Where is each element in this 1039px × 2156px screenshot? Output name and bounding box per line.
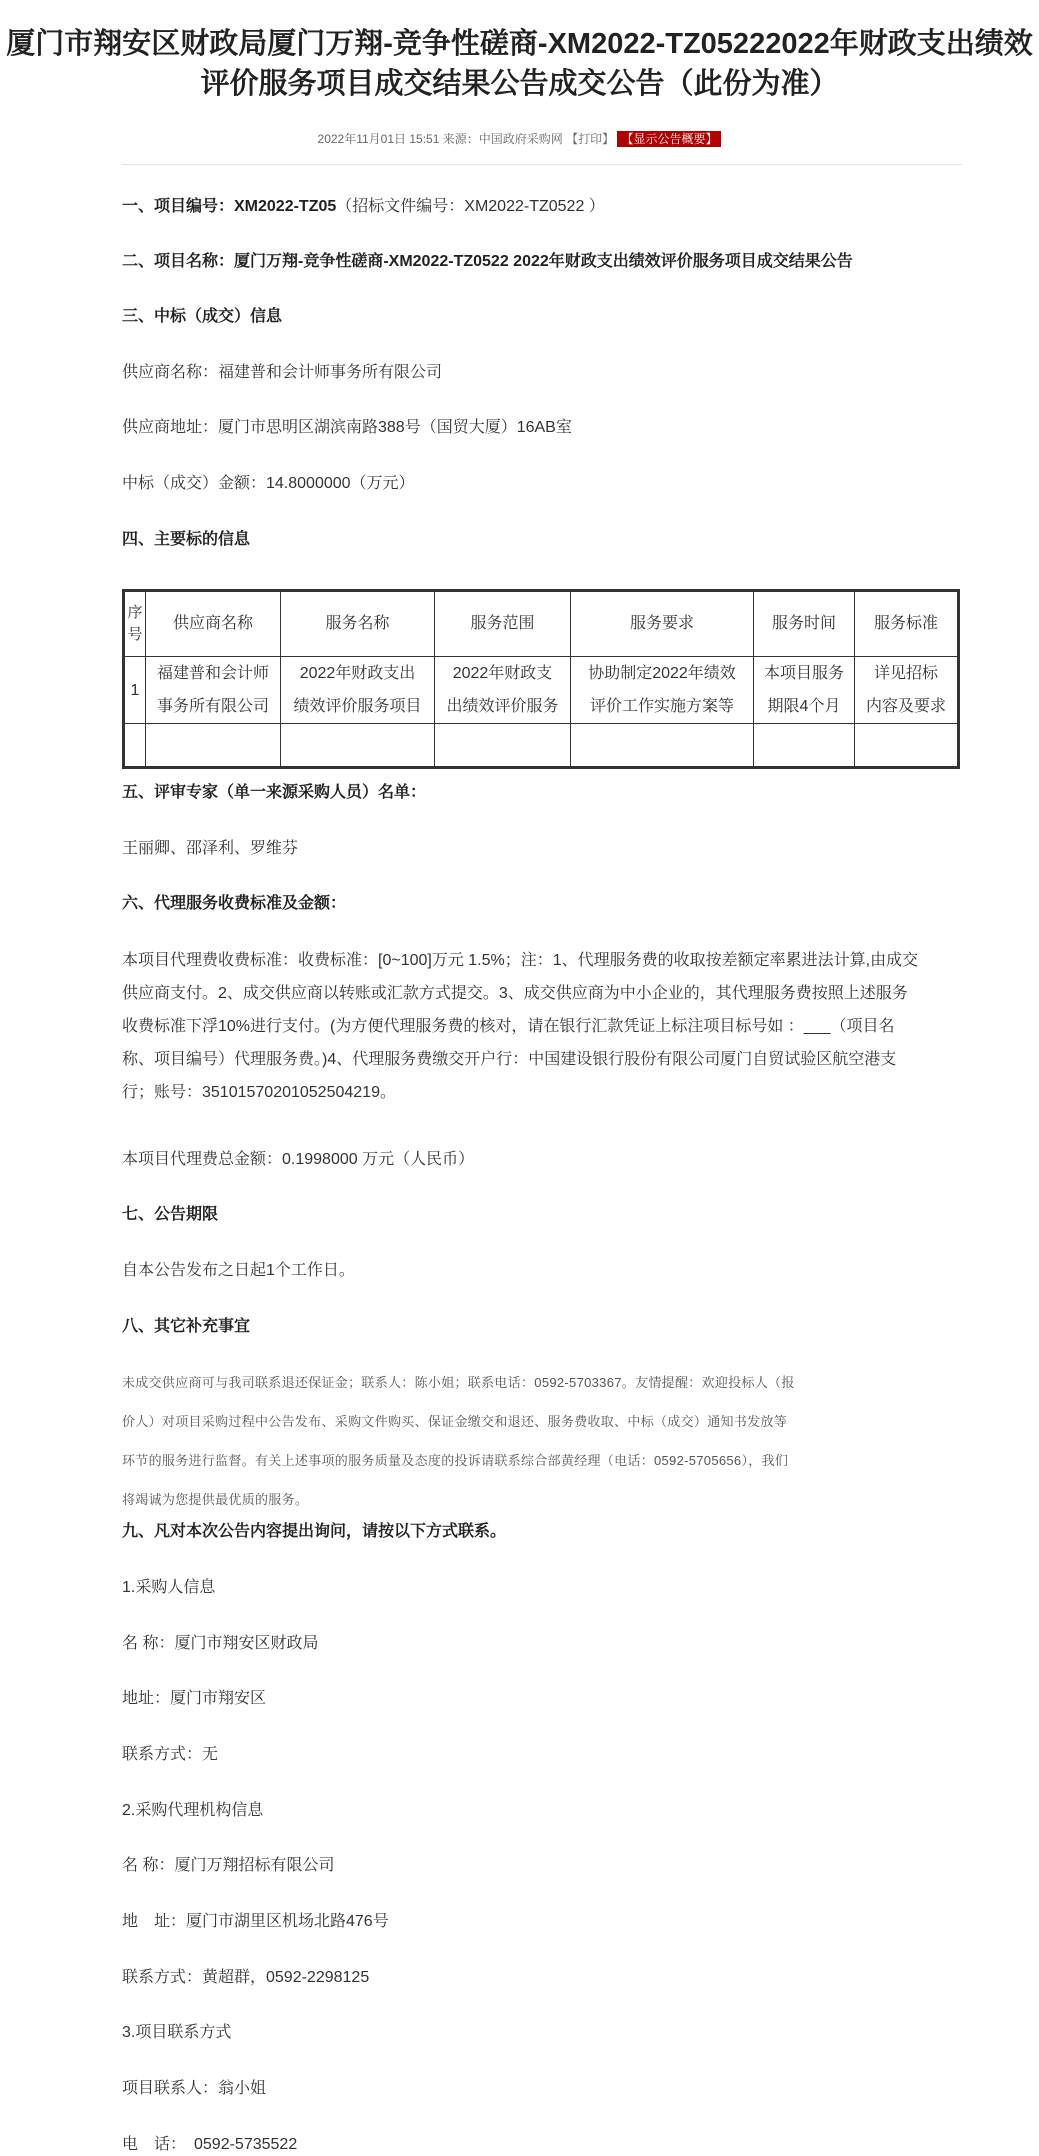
contact-2-name: 名 称：厦门万翔招标有限公司: [122, 1857, 335, 1874]
row-scope: 2022年财政支 出绩效评价服务: [435, 657, 571, 724]
contact-1-heading: 1.采购人信息: [122, 1579, 216, 1596]
section-2: 二、项目名称：厦门万翔-竞争性磋商-XM2022-TZ0522 2022年财政支出绩效评价服务项目成交结果公告: [122, 253, 853, 270]
section-1: [122, 196, 605, 218]
section-9: 九、凡对本次公告内容提出询问，请按以下方式联系。: [122, 1523, 507, 1540]
award-amount: 中标（成交）金额：14.8000000（万元）: [122, 475, 415, 492]
contact-1-name: 名 称：厦门市翔安区财政局: [122, 1635, 319, 1652]
section-1-label: 一、项目编号：XM2022-TZ05: [122, 198, 337, 215]
header-index: 序 号: [124, 591, 146, 657]
section-4: 四、主要标的信息: [122, 531, 251, 548]
section-5: 五、评审专家（单一来源采购人员）名单：: [122, 784, 427, 801]
header-requirement: 服务要求: [571, 591, 754, 657]
contact-3-heading: 3.项目联系方式: [122, 2024, 232, 2041]
header-supplier: 供应商名称: [146, 591, 281, 657]
contact-2-method: 联系方式：黄超群，0592-2298125: [122, 1969, 370, 1986]
contact-3-phone: 电 话： 0592-5735522: [122, 2136, 298, 2153]
row-supplier: 福建普和会计师 事务所有限公司: [146, 657, 281, 724]
contact-2-heading: 2.采购代理机构信息: [122, 1802, 264, 1819]
supplier-address: 供应商地址：厦门市思明区湖滨南路388号（国贸大厦）16AB室: [122, 419, 572, 436]
header-standard: 服务标准: [855, 591, 959, 657]
print-link[interactable]: 【打印】: [566, 132, 615, 146]
fee-standard: 本项目代理费收费标准：收费标准：[0~100]万元 1.5%；注：1、代理服务费的收取按差额定率累进法计算,由成交 供应商支付。2、成交供应商以转账或汇款方式提交。3、成交供应商为中小企业的，其代理服务费按照上述服务 收费标准下浮10%进行支付。(为方便代理服务费的核对，请在银行汇款凭证上标注项目标号如 ：___（项目名 称、项目编号）代理服务费。)4、代理服务费缴交开户行：中国建设银行股份有限公司厦门自贸试验区航空港支 行；账号：35101570201052504219。: [122, 952, 919, 1101]
contact-2-address: 地 址：厦门市湖里区机场北路476号: [122, 1913, 389, 1930]
section-8: 八、其它补充事宜: [122, 1318, 251, 1335]
title-line-2: 评价服务项目成交结果公告成交公告（此份为准）: [200, 68, 839, 100]
supplier-name: 供应商名称：福建普和会计师事务所有限公司: [122, 364, 443, 381]
title-line-1: 厦门市翔安区财政局厦门万翔-竞争性磋商-XM2022-TZ05222022年财政支出绩效: [6, 28, 1033, 60]
header-divider: [122, 164, 962, 165]
contact-1-address: 地址：厦门市翔安区: [122, 1690, 267, 1707]
publish-datetime: 2022年11月01日 15:51: [317, 132, 440, 146]
supplementary-notice: 未成交供应商可与我司联系退还保证金；联系人：陈小姐；联系电话：0592-5703367。友情提醒：欢迎投标人（报 价人）对项目采购过程中公告发布、采购文件购买、保证金缴交和退还、服务费收取、中标（成交）通知书发放等 环节的服务进行监督。有关上述事项的服务质量及态度的投诉请联系综合部黄经理（电话：0592-5705656），我们 将竭诚为您提供最优质的服务。: [122, 1375, 795, 1507]
section-3: 三、中标（成交）信息: [122, 308, 283, 325]
fee-total: 本项目代理费总金额：0.1998000 万元（人民币）: [122, 1151, 475, 1168]
table-header-row: [124, 591, 959, 657]
table-row: [124, 657, 959, 724]
header-time: 服务时间: [754, 591, 855, 657]
summary-button[interactable]: 【显示公告概要】: [617, 131, 721, 147]
contact-3-person: 项目联系人：翁小姐: [122, 2080, 267, 2097]
row-standard: 详见招标 内容及要求: [855, 657, 959, 724]
table-empty-row: [124, 724, 959, 768]
source: 来源：中国政府采购网: [442, 132, 563, 146]
section-7: 七、公告期限: [122, 1206, 219, 1223]
row-time: 本项目服务 期限4个月: [754, 657, 855, 724]
section-1-rest: （招标文件编号：XM2022-TZ0522 ）: [336, 198, 605, 215]
announcement-period: 自本公告发布之日起1个工作日。: [122, 1262, 355, 1279]
row-requirement: 协助制定2022年绩效 评价工作实施方案等: [571, 657, 754, 724]
items-table: [122, 589, 960, 769]
contact-1-method: 联系方式：无: [122, 1746, 219, 1763]
page-title: [0, 24, 1039, 104]
meta-bar: [0, 130, 1039, 148]
row-index: 1: [124, 657, 146, 724]
section-6: 六、代理服务收费标准及金额：: [122, 895, 347, 912]
header-scope: 服务范围: [435, 591, 571, 657]
row-service-name: 2022年财政支出 绩效评价服务项目: [281, 657, 435, 724]
header-service-name: 服务名称: [281, 591, 435, 657]
experts-list: 王丽卿、邵泽利、罗维芬: [122, 840, 299, 857]
